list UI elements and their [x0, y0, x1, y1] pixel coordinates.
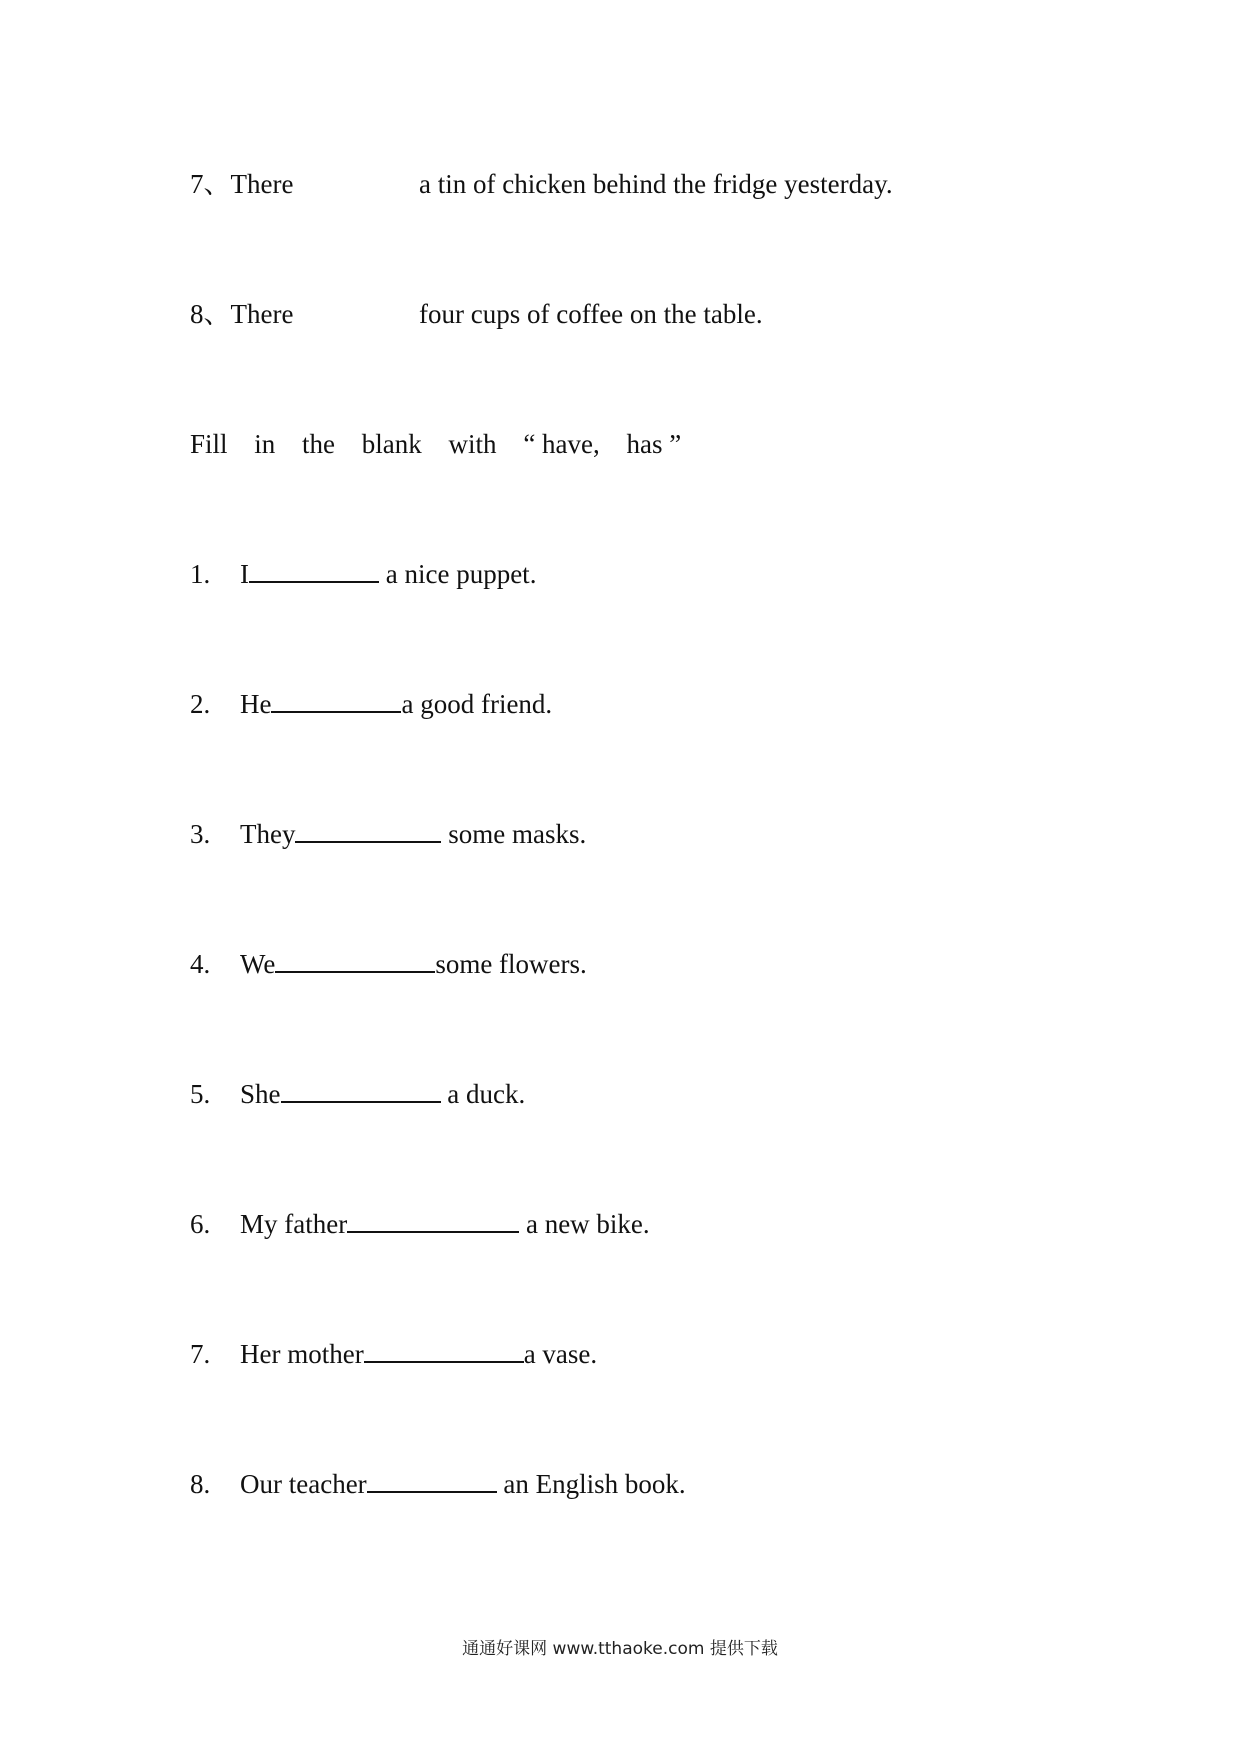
- page-footer: 通通好课网 www.tthaoke.com 提供下载: [462, 1639, 778, 1659]
- answer-blank[interactable]: [364, 1337, 524, 1363]
- item-text: a good friend.: [401, 689, 553, 719]
- item-subject: Our teacher: [240, 1469, 367, 1499]
- heading-word: blank: [361, 429, 422, 459]
- item-text: some masks.: [441, 819, 587, 849]
- item-number: 7、: [190, 169, 231, 199]
- item-text: a duck.: [440, 1079, 526, 1109]
- exercise-item: [190, 1077, 525, 1111]
- exercise-item: [190, 297, 763, 331]
- exercise-item: [190, 1207, 650, 1241]
- heading-word: “ have,: [523, 429, 600, 459]
- item-number: 1.: [190, 559, 211, 589]
- answer-blank[interactable]: [275, 947, 435, 973]
- item-text: a new bike.: [519, 1209, 650, 1239]
- item-number: 4.: [190, 949, 211, 979]
- item-text: a tin of chicken behind the fridge yesterday.: [419, 169, 893, 199]
- section-heading: [190, 427, 681, 461]
- heading-word: with: [448, 429, 497, 459]
- exercise-item: [190, 687, 552, 721]
- heading-word: in: [254, 429, 276, 459]
- item-text: a vase.: [523, 1339, 598, 1369]
- exercise-item: [190, 1337, 597, 1371]
- item-number: 5.: [190, 1079, 211, 1109]
- item-number: 2.: [190, 689, 211, 719]
- exercise-item: [190, 557, 536, 591]
- answer-blank[interactable]: [281, 1077, 441, 1103]
- item-number: 8.: [190, 1469, 211, 1499]
- item-text: an English book.: [496, 1469, 686, 1499]
- item-number: 3.: [190, 819, 211, 849]
- item-number: 8、: [190, 299, 231, 329]
- exercise-item: [190, 947, 587, 981]
- exercise-item: [190, 817, 586, 851]
- item-subject: Her mother: [240, 1339, 364, 1369]
- item-subject: We: [240, 949, 276, 979]
- item-number: 6.: [190, 1209, 211, 1239]
- item-subject: I: [240, 559, 249, 589]
- exercise-item: [190, 167, 893, 201]
- exercise-item: [190, 1467, 686, 1501]
- item-subject: She: [240, 1079, 281, 1109]
- heading-word: has ”: [626, 429, 682, 459]
- answer-blank[interactable]: [367, 1467, 497, 1493]
- item-text: some flowers.: [435, 949, 587, 979]
- item-lead: There: [230, 169, 294, 199]
- answer-blank[interactable]: [347, 1207, 519, 1233]
- item-text: four cups of coffee on the table.: [419, 299, 763, 329]
- item-subject: He: [240, 689, 272, 719]
- item-subject: My father: [240, 1209, 348, 1239]
- answer-blank[interactable]: [295, 817, 441, 843]
- heading-word: Fill: [190, 429, 228, 459]
- item-lead: There: [230, 299, 294, 329]
- item-text: a nice puppet.: [379, 559, 537, 589]
- item-number: 7.: [190, 1339, 211, 1369]
- answer-blank[interactable]: [271, 687, 401, 713]
- answer-blank[interactable]: [249, 557, 379, 583]
- heading-word: the: [302, 429, 336, 459]
- item-subject: They: [240, 819, 296, 849]
